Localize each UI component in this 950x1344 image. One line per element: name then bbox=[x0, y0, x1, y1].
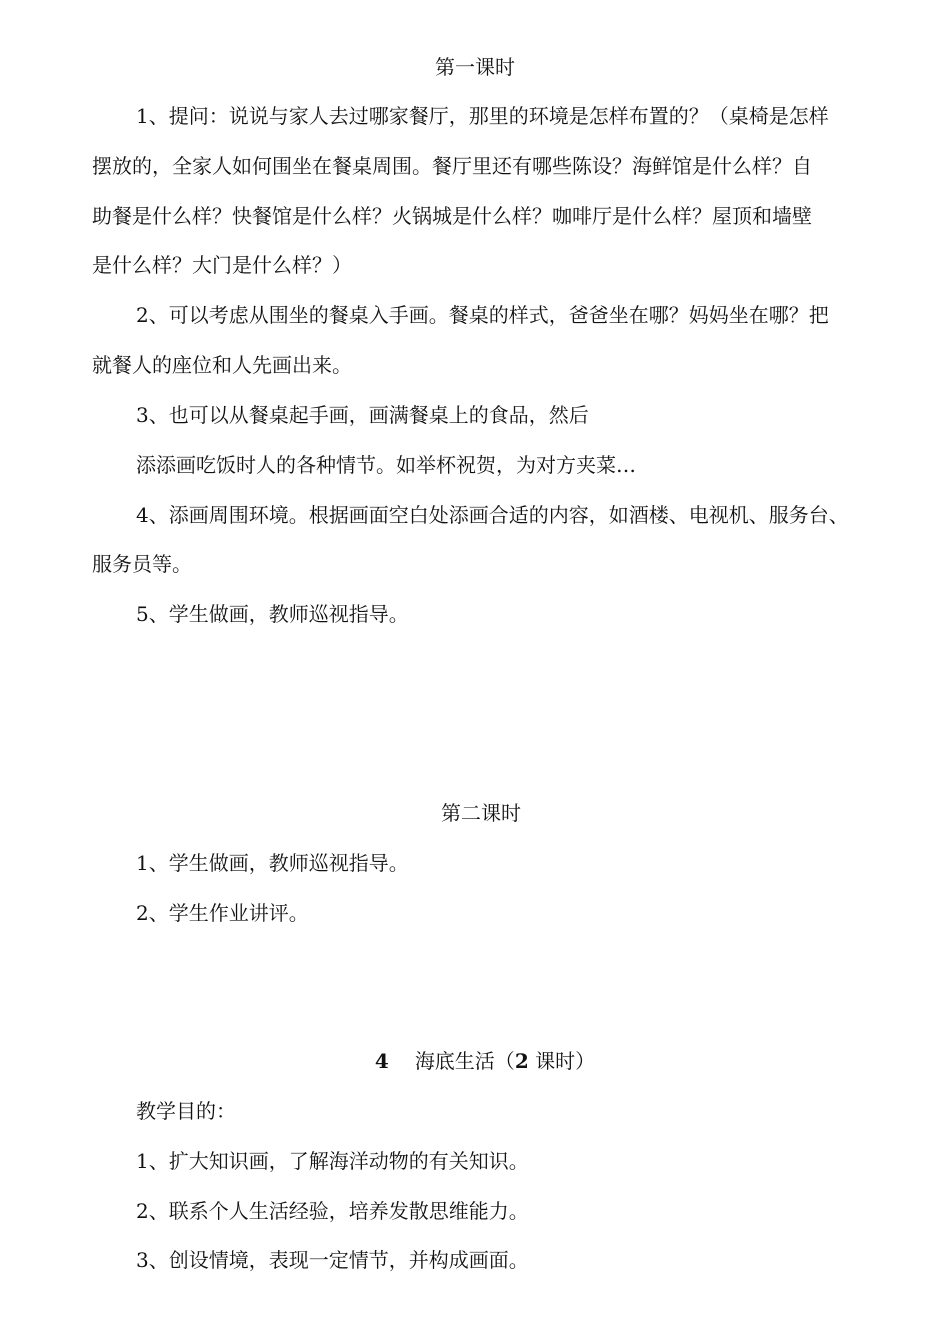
paragraph-line: 是什么样？大门是什么样？） bbox=[92, 253, 352, 277]
list-item: 1、学生做画，教师巡视指导。 bbox=[136, 851, 409, 875]
paragraph-line: 助餐是什么样？快餐馆是什么样？火锅城是什么样？咖啡厅是什么样？屋顶和墙壁 bbox=[92, 204, 812, 228]
paragraph-line: 5、学生做画，教师巡视指导。 bbox=[136, 602, 409, 626]
paragraph-line: 服务员等。 bbox=[92, 552, 192, 576]
lesson-number: 4 bbox=[374, 1049, 389, 1073]
lesson-title-post: 课时） bbox=[528, 1049, 596, 1073]
paragraph-line: 3、也可以从餐桌起手画，画满餐桌上的食品，然后 bbox=[136, 403, 589, 427]
lesson-heading bbox=[0, 1047, 950, 1075]
paragraph-line: 4、添画周围环境。根据画面空白处添画合适的内容，如酒楼、电视机、服务台、 bbox=[136, 503, 849, 527]
goal-item: 1、扩大知识画，了解海洋动物的有关知识。 bbox=[136, 1149, 529, 1173]
goal-item: 3、创设情境，表现一定情节，并构成画面。 bbox=[136, 1248, 529, 1272]
section-title-lesson-1: 第一课时 bbox=[435, 55, 515, 79]
goals-label: 教学目的： bbox=[136, 1099, 236, 1123]
lesson-hours-number: 2 bbox=[514, 1049, 529, 1073]
paragraph-line: 就餐人的座位和人先画出来。 bbox=[92, 353, 352, 377]
goal-item: 2、联系个人生活经验，培养发散思维能力。 bbox=[136, 1199, 529, 1223]
list-item: 2、学生作业讲评。 bbox=[136, 901, 309, 925]
paragraph-line: 2、可以考虑从围坐的餐桌入手画。餐桌的样式，爸爸坐在哪？妈妈坐在哪？把 bbox=[136, 303, 829, 327]
paragraph-line: 摆放的，全家人如何围坐在餐桌周围。餐厅里还有哪些陈设？海鲜馆是什么样？自 bbox=[92, 154, 812, 178]
section-title-lesson-2: 第二课时 bbox=[441, 801, 521, 825]
lesson-title-pre: 海底生活（ bbox=[414, 1049, 515, 1073]
paragraph-line: 1、提问：说说与家人去过哪家餐厅，那里的环境是怎样布置的？（桌椅是怎样 bbox=[136, 104, 829, 128]
paragraph-line: 添添画吃饭时人的各种情节。如举杯祝贺，为对方夹菜… bbox=[136, 453, 636, 477]
